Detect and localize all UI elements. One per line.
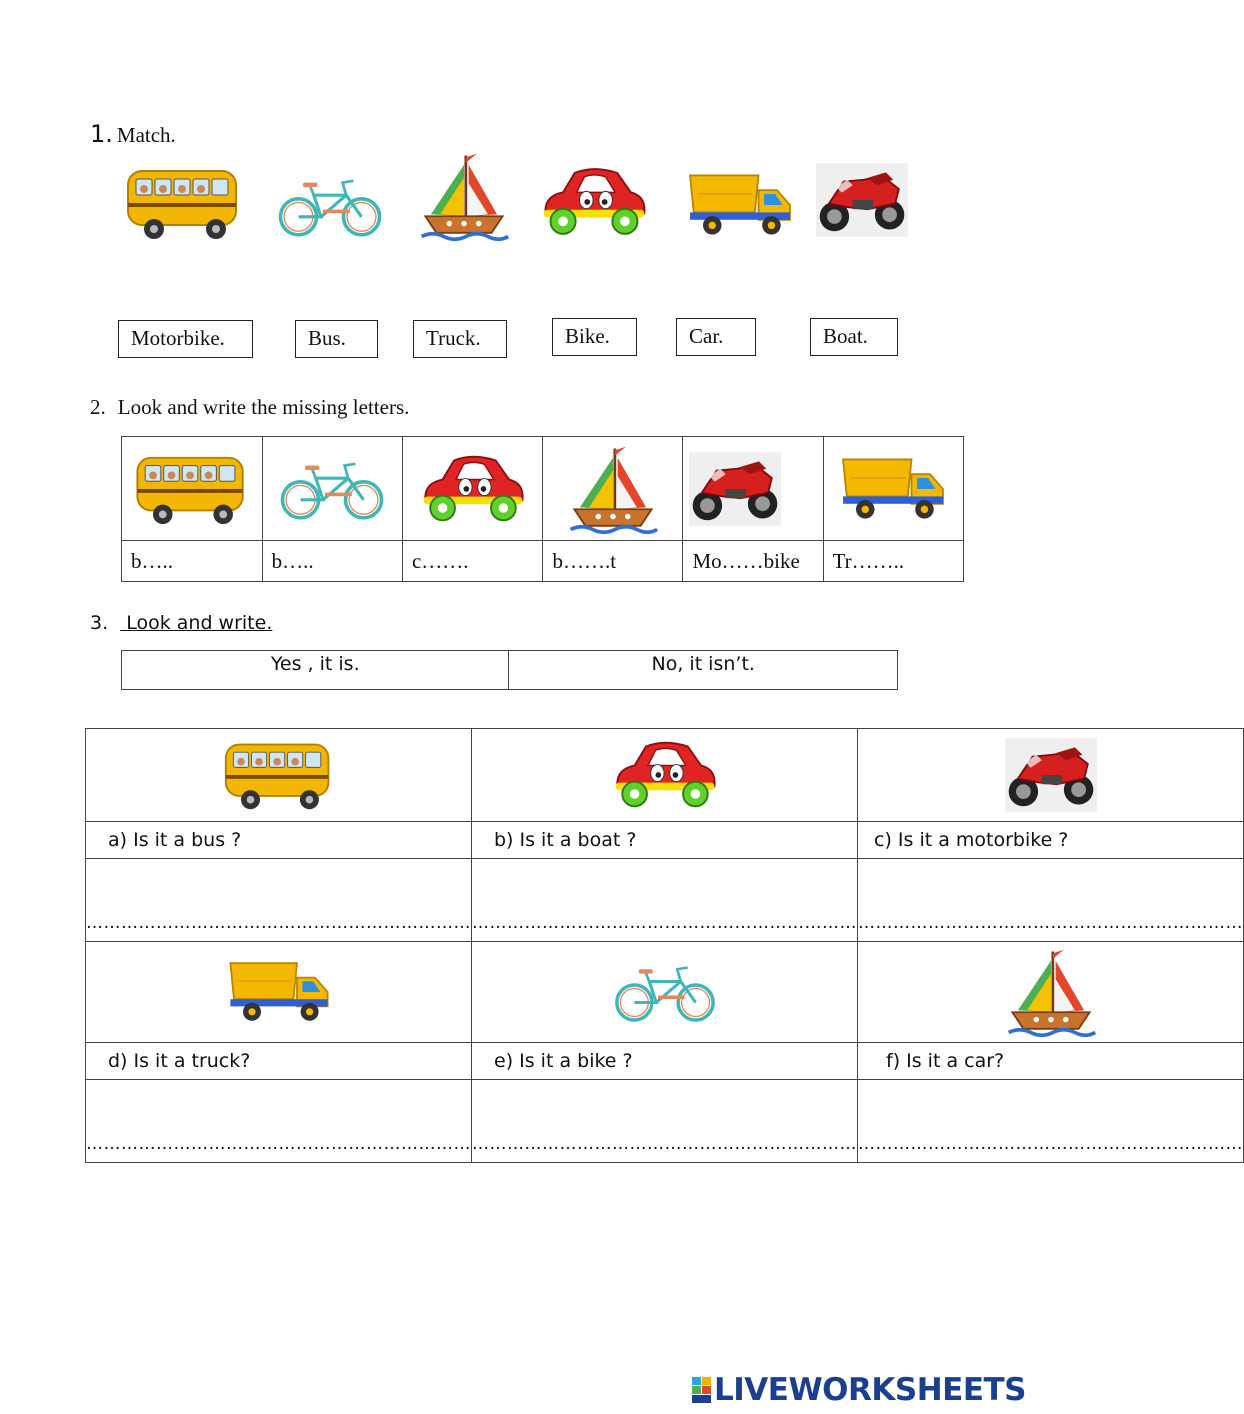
- truck-icon: [837, 452, 949, 526]
- bike-icon: [276, 453, 388, 525]
- cell-b-image: [472, 729, 858, 822]
- bike-image[interactable]: [274, 170, 386, 242]
- bus-image[interactable]: [124, 163, 244, 243]
- section-2-title: Look and write the missing letters.: [117, 395, 410, 419]
- truck-icon: [223, 956, 335, 1028]
- cell-a-image: [86, 729, 472, 822]
- answer-yes: Yes , it is.: [122, 651, 509, 690]
- cell-c-image: [858, 729, 1244, 822]
- cell-e-image: [472, 942, 858, 1043]
- car-image[interactable]: [536, 163, 652, 241]
- missing-letters-table: [121, 436, 964, 582]
- logo-badge-icon: [692, 1375, 712, 1405]
- clue-bus[interactable]: b…..: [122, 541, 263, 582]
- cell-truck-image: [823, 437, 963, 541]
- question-a: a) Is it a bus ?: [86, 822, 472, 859]
- clue-boat[interactable]: b…….t: [543, 541, 683, 582]
- boat-icon: [1005, 946, 1097, 1038]
- section-1-number: 1.: [90, 120, 113, 148]
- word-box-boat[interactable]: Boat.: [810, 318, 898, 356]
- cell-motorbike-image: [683, 437, 823, 541]
- bus-icon: [219, 737, 339, 813]
- look-and-write-table: [85, 728, 1244, 1163]
- logo-text: LIVEWORKSHEETS: [714, 1372, 1026, 1408]
- section-3-title: Look and write.: [120, 612, 273, 634]
- section-3-heading: [90, 612, 272, 634]
- question-d: d) Is it a truck?: [86, 1043, 472, 1080]
- cell-bus-image: [122, 437, 263, 541]
- word-box-bus[interactable]: Bus.: [295, 320, 378, 358]
- clue-truck[interactable]: Tr……..: [823, 541, 963, 582]
- cell-f-image: [858, 942, 1244, 1043]
- clue-bike[interactable]: b…..: [262, 541, 402, 582]
- section-3-number: 3.: [90, 612, 109, 634]
- cell-car-image: [402, 437, 542, 541]
- word-box-motorbike[interactable]: Motorbike.: [118, 320, 253, 358]
- motorbike-icon: [1005, 736, 1097, 814]
- motorbike-image[interactable]: [816, 160, 908, 240]
- section-1-title: Match.: [116, 123, 176, 147]
- word-box-truck[interactable]: Truck.: [413, 320, 507, 358]
- boat-icon: [567, 443, 659, 535]
- answer-line-a[interactable]: …………………………………………………………: [86, 859, 472, 942]
- word-box-car[interactable]: Car.: [676, 318, 756, 356]
- cell-bike-image: [262, 437, 402, 541]
- clue-car[interactable]: c…….: [402, 541, 542, 582]
- answer-line-d[interactable]: …………………………………………………………: [86, 1080, 472, 1163]
- answer-no: No, it isn’t.: [509, 651, 898, 690]
- question-c: c) Is it a motorbike ?: [858, 822, 1244, 859]
- bus-icon: [132, 450, 252, 528]
- clue-motorbike[interactable]: Mo……bike: [683, 541, 823, 582]
- section-2-number: 2.: [90, 395, 106, 419]
- word-box-bike[interactable]: Bike.: [552, 318, 637, 356]
- question-b: b) Is it a boat ?: [472, 822, 858, 859]
- answer-options-table: [121, 650, 898, 690]
- section-2-heading: [90, 395, 409, 420]
- motorbike-icon: [689, 449, 781, 529]
- question-e: e) Is it a bike ?: [472, 1043, 858, 1080]
- answer-line-e[interactable]: …………………………………………………………: [472, 1080, 858, 1163]
- cell-boat-image: [543, 437, 683, 541]
- question-f: f) Is it a car?: [858, 1043, 1244, 1080]
- answer-line-c[interactable]: …………………………………………………………: [858, 859, 1244, 942]
- car-icon: [416, 450, 530, 528]
- truck-image[interactable]: [684, 168, 796, 242]
- answer-line-b[interactable]: …………………………………………………………: [472, 859, 858, 942]
- liveworksheets-logo: [692, 1372, 1026, 1408]
- bike-icon: [610, 957, 720, 1027]
- section-1-heading: [90, 120, 176, 148]
- answer-line-f[interactable]: …………………………………………………………: [858, 1080, 1244, 1163]
- car-icon: [608, 737, 722, 813]
- cell-d-image: [86, 942, 472, 1043]
- boat-image[interactable]: [418, 150, 510, 242]
